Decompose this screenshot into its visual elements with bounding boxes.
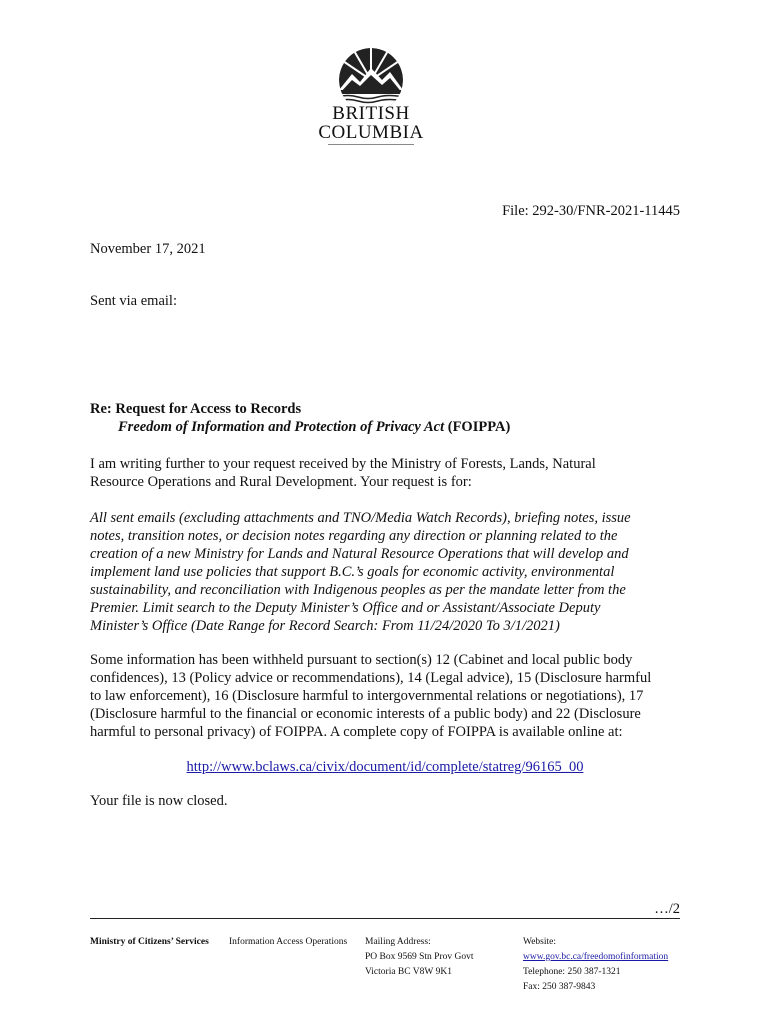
- bc-crest-icon: [308, 44, 434, 106]
- sent-via: Sent via email:: [90, 293, 177, 309]
- text-line: creation of a new Ministry for Lands and Natural Resource Operations that will develop and: [90, 546, 629, 562]
- act-name: Freedom of Information and Protection of Privacy Act: [118, 419, 445, 435]
- text-line: Premier. Limit search to the Deputy Minister’s Office and or Assistant/Associate Deputy: [90, 600, 601, 616]
- withheld-paragraph: [90, 651, 680, 741]
- closing-statement: Your file is now closed.: [90, 793, 228, 809]
- act-title: [118, 419, 510, 436]
- website-label: Website:: [523, 937, 557, 947]
- text-line: Minister’s Office (Date Range for Record Search: From 11/24/2020 To 3/1/2021): [90, 618, 560, 634]
- text-line: notes, transition notes, or decision notes regarding any direction or planning related to the: [90, 528, 618, 544]
- text-line: All sent emails (excluding attachments and TNO/Media Watch Records), briefing notes, issue: [90, 510, 631, 526]
- foippa-link-container: [90, 759, 680, 776]
- act-abbreviation: (FOIPPA): [444, 419, 511, 435]
- logo-text-british: BRITISH: [332, 103, 410, 124]
- text-line: Some information has been withheld pursuant to section(s) 12 (Cabinet and local public body: [90, 652, 633, 668]
- footer-divider: [90, 918, 680, 919]
- mailing-line: Victoria BC V8W 9K1: [365, 967, 452, 977]
- footer-contact: [523, 935, 668, 995]
- bc-logo: [308, 44, 434, 148]
- page-continuation: …/2: [654, 901, 680, 917]
- website-link[interactable]: www.gov.bc.ca/freedomofinformation: [523, 952, 669, 962]
- text-line: implement land use policies that support B.C.’s goals for economic activity, environmental: [90, 564, 615, 580]
- subject-line: Re: Request for Access to Records: [90, 401, 302, 417]
- foippa-link[interactable]: http://www.bclaws.ca/civix/document/id/complete/statreg/96165_00: [186, 759, 584, 775]
- text-line: confidences), 13 (Policy advice or recommendations), 14 (Legal advice), 15 (Disclosure harmful: [90, 670, 652, 686]
- letter-date: November 17, 2021: [90, 241, 206, 257]
- file-reference: File: 292-30/FNR-2021-11445: [502, 203, 680, 219]
- text-line: harmful to personal privacy) of FOIPPA. A complete copy of FOIPPA is available online at:: [90, 724, 623, 740]
- intro-paragraph: [90, 455, 680, 491]
- mailing-label: Mailing Address:: [365, 937, 431, 947]
- text-line: sustainability, and reconciliation with Indigenous peoples as per the mandate letter from the: [90, 582, 626, 598]
- text-line: (Disclosure harmful to the financial or economic interests of a public body) and 22 (Disclosure: [90, 706, 641, 722]
- text-line: Resource Operations and Rural Development. Your request is for:: [90, 474, 472, 490]
- footer-ministry: Ministry of Citizens’ Services: [90, 937, 209, 947]
- mailing-line: PO Box 9569 Stn Prov Govt: [365, 952, 474, 962]
- text-line: to law enforcement), 16 (Disclosure harmful to intergovernmental relations or negotiations), 17: [90, 688, 644, 704]
- fax: Fax: 250 387-9843: [523, 982, 596, 992]
- text-line: I am writing further to your request received by the Ministry of Forests, Lands, Natural: [90, 456, 596, 472]
- logo-underline: [328, 144, 414, 145]
- footer-mailing-address: [365, 935, 473, 980]
- footer-branch: Information Access Operations: [229, 937, 348, 947]
- request-text: [90, 509, 680, 635]
- logo-text-columbia: COLUMBIA: [318, 122, 424, 143]
- telephone: Telephone: 250 387-1321: [523, 967, 621, 977]
